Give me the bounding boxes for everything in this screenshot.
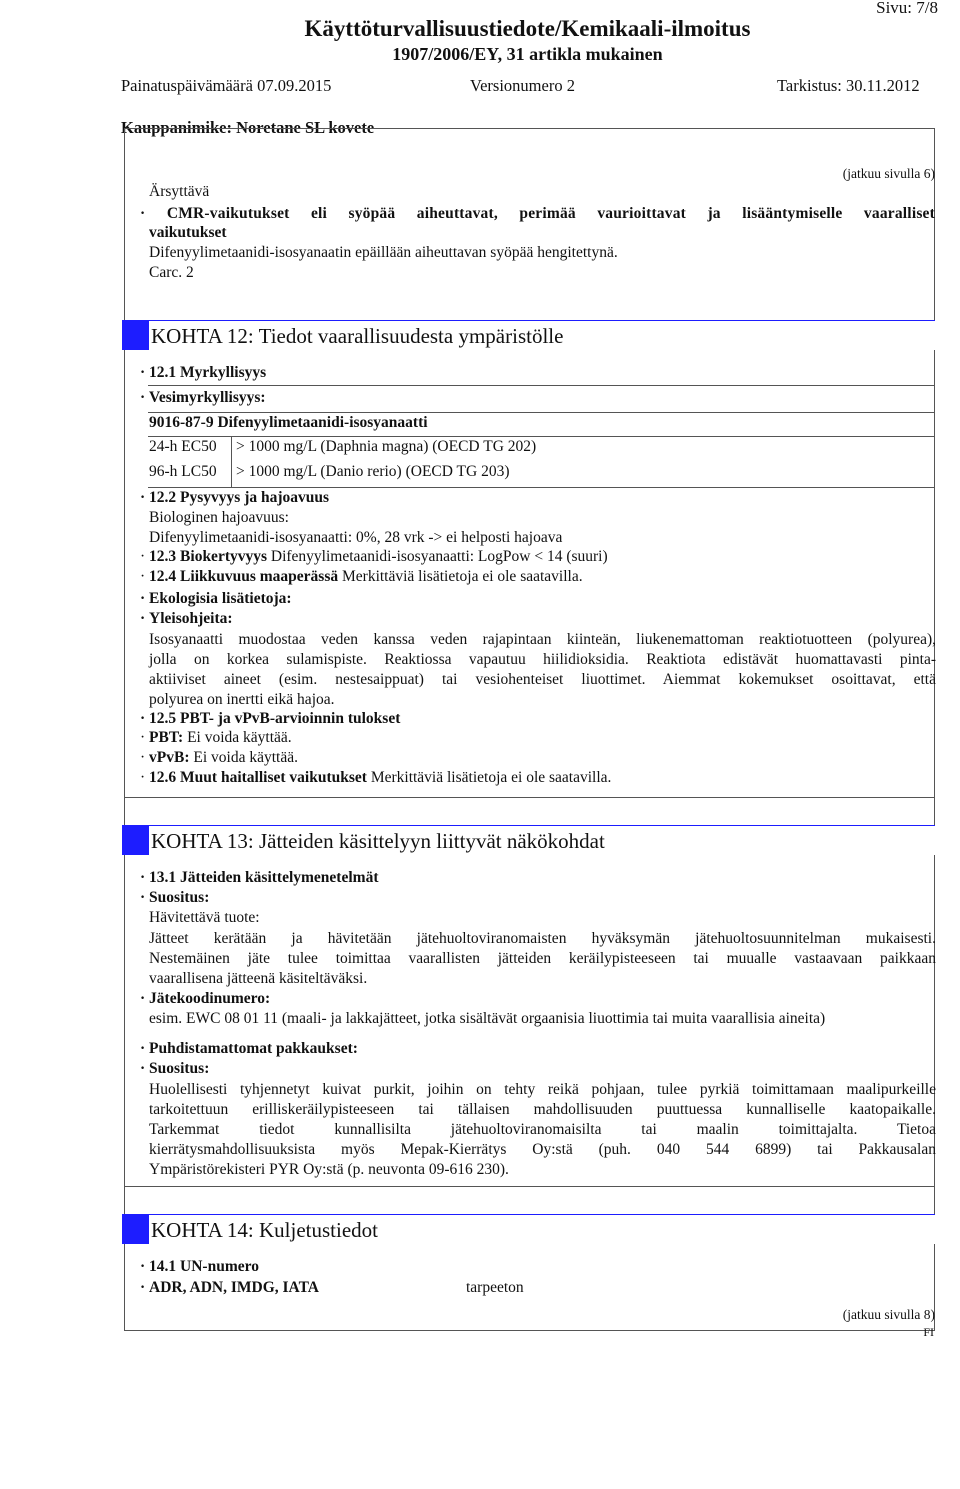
biodegradation-value: Difenyylimetaanidi-isosyanaatti: 0%, 28 vrk -> ei helposti hajoava	[149, 529, 563, 546]
text-line: jolla on korkea sulamispiste. Reaktiossa vapautuu hiilidioksidia. Reaktiota edistävät huomattavasti pinta-	[149, 651, 936, 668]
text-line: vaarallisena jätteenä käsiteltäväksi.	[149, 970, 368, 987]
text-line: Tarkemmat tiedot kunnallisilta jätehuoltoviranomaisilta tai maalin toimittajalta. Tietoa	[149, 1121, 936, 1138]
version-number: Versionumero 2	[470, 76, 575, 95]
s12-6-line: · 12.6 Muut haitalliset vaikutukset Merkittäviä lisätietoja ei ole saatavilla.	[140, 769, 611, 787]
adr-value: tarpeeton	[466, 1279, 524, 1296]
section-12-title: KOHTA 12: Tiedot vaarallisuudesta ympäristölle	[149, 321, 935, 350]
document-title: Käyttöturvallisuustiedote/Kemikaali-ilmoitus	[304, 16, 751, 41]
waste-code-heading: · Jätekoodinumero:	[140, 990, 270, 1008]
biodegradation-label: Biologinen hajoavuus:	[149, 509, 289, 526]
table-row-label: 24-h EC50	[149, 438, 217, 455]
aquatic-toxicity-label: · Vesimyrkyllisyys:	[140, 389, 266, 407]
text-line: kierrätysmahdollisuuksista myös Mepak-Kierrätys Oy:stä (puh. 040 544 6899) tai Pakkausalan	[149, 1141, 936, 1158]
section-13-title: KOHTA 13: Jätteiden käsittelyyn liittyvät näkökohdat	[149, 826, 935, 855]
section-13-heading	[122, 825, 935, 855]
recommendation-heading: · Suositus:	[140, 889, 209, 907]
revision-date: Tarkistus: 30.11.2012	[777, 76, 920, 95]
text-line: Ympäristörekisteri PYR Oy:stä (p. neuvonta 09-616 230).	[149, 1161, 509, 1178]
uncleaned-packaging-heading: · Puhdistamattomat pakkaukset:	[140, 1040, 358, 1058]
ecotoxicity-table	[148, 412, 935, 488]
s12-5-heading: · 12.5 PBT- ja vPvB-arvioinnin tulokset	[140, 710, 400, 728]
s12-2-heading: · 12.2 Pysyvyys ja hajoavuus	[140, 489, 329, 507]
text-line: tarkoitettuun erilliskeräilypisteeseen tai tällaisen mahdollisuuden puuttuessa kunnalliselle kaatopaikalle.	[149, 1101, 936, 1118]
eco-info-heading: · Ekologisia lisätietoja:	[140, 590, 292, 608]
text-line: Nestemäinen jäte tulee toimittaa vaarallisten jätteiden keräilypisteeseen tai muualle vastaavaan paikkaan	[149, 950, 936, 967]
table-substance: 9016-87-9 Difenyylimetaanidi-isosyanaatti	[149, 414, 428, 431]
cmr-heading: · CMR-vaikutukset eli syöpää aiheuttavat, perimää vaurioittavat ja lisääntymiselle vaaralliset	[140, 205, 935, 223]
table-rule	[148, 436, 935, 437]
s13-1-heading: · 13.1 Jätteiden käsittelymenetelmät	[140, 869, 378, 887]
text-line: aktiiviset aineet (esim. nestesaippuat) tai vesiohenteiset liuottimet. Aiemmat kokemukset osoittavat, että	[149, 671, 936, 688]
general-advice-heading: · Yleisohjeita:	[140, 610, 233, 628]
country-code: FI	[923, 1325, 934, 1339]
adr-label: · ADR, ADN, IMDG, IATA	[140, 1279, 319, 1297]
carc-category: Carc. 2	[149, 264, 194, 281]
text-line: polyurea on inertti eikä hajoa.	[149, 691, 335, 708]
continued-from-note: (jatkuu sivulla 6)	[842, 166, 935, 181]
table-column-rule	[231, 436, 232, 488]
document-subtitle: 1907/2006/EY, 31 artikla mukainen	[392, 44, 663, 64]
vpvb-line: · vPvB: Ei voida käyttää.	[140, 749, 298, 767]
product-disposal-label: Hävitettävä tuote:	[149, 909, 260, 926]
irritant-label: Ärsyttävä	[149, 183, 210, 200]
s12-1-heading: · 12.1 Myrkyllisyys	[140, 364, 266, 382]
suspected-carcinogen-text: Difenyylimetaanidi-isosyanaatin epäillään aiheuttavan syöpää hengitettynä.	[149, 244, 618, 261]
table-rule	[148, 487, 935, 488]
disposal-text	[149, 929, 936, 989]
print-date: Painatuspäivämäärä 07.09.2015	[121, 76, 332, 95]
table-column-rule	[934, 436, 935, 488]
waste-code-value: esim. EWC 08 01 11 (maali- ja lakkajätteet, jotka sisältävät orgaanisia liuottimia tai muita vaarallisia aineita)	[149, 1010, 826, 1027]
continued-to-note: (jatkuu sivulla 8)	[842, 1307, 935, 1322]
table-row-label: 96-h LC50	[149, 463, 217, 480]
general-advice-text	[149, 630, 936, 710]
section-rule	[124, 797, 935, 798]
section-14-title: KOHTA 14: Kuljetustiedot	[149, 1215, 935, 1244]
table-row-value: > 1000 mg/L (Daphnia magna) (OECD TG 202)	[236, 438, 537, 455]
s12-3-line: · 12.3 Biokertyvyys Difenyylimetaanidi-isosyanaatti: LogPow < 14 (suuri)	[140, 548, 608, 566]
table-row-value: > 1000 mg/L (Danio rerio) (OECD TG 203)	[236, 463, 510, 480]
table-rule	[148, 412, 935, 413]
s12-4-line: · 12.4 Liikkuvuus maaperässä Merkittäviä lisätietoja ei ole saatavilla.	[140, 568, 583, 586]
section-12-heading	[122, 320, 935, 350]
section-14-heading	[122, 1214, 935, 1244]
packaging-text	[149, 1080, 936, 1180]
pbt-line: · PBT: Ei voida käyttää.	[140, 729, 292, 747]
text-line: Huolellisesti tyhjennetyt kuivat purkit, joihin on tehty reikä pohjaan, tulee pyrkiä toimittamaan maalipurkeille	[149, 1081, 936, 1098]
trade-name: Kauppanimike: Noretane SL kovete	[121, 118, 375, 137]
table-rule	[148, 385, 935, 386]
text-line: Jätteet kerätään ja hävitetään jätehuoltoviranomaisten hyväksymän jätehuoltosuunnitelman mukaisesti.	[149, 930, 936, 947]
text-line: Isosyanaatti muodostaa veden kanssa veden rajapintaan kiinteän, liukenemattoman reaktiotuotteen (polyurea),	[149, 631, 936, 648]
section-rule	[124, 1186, 935, 1187]
page-number: Sivu: 7/8	[876, 0, 938, 17]
recommendation-heading-2: · Suositus:	[140, 1060, 209, 1078]
cmr-heading-cont: vaikutukset	[149, 224, 227, 241]
s14-1-heading: · 14.1 UN-numero	[140, 1258, 259, 1276]
